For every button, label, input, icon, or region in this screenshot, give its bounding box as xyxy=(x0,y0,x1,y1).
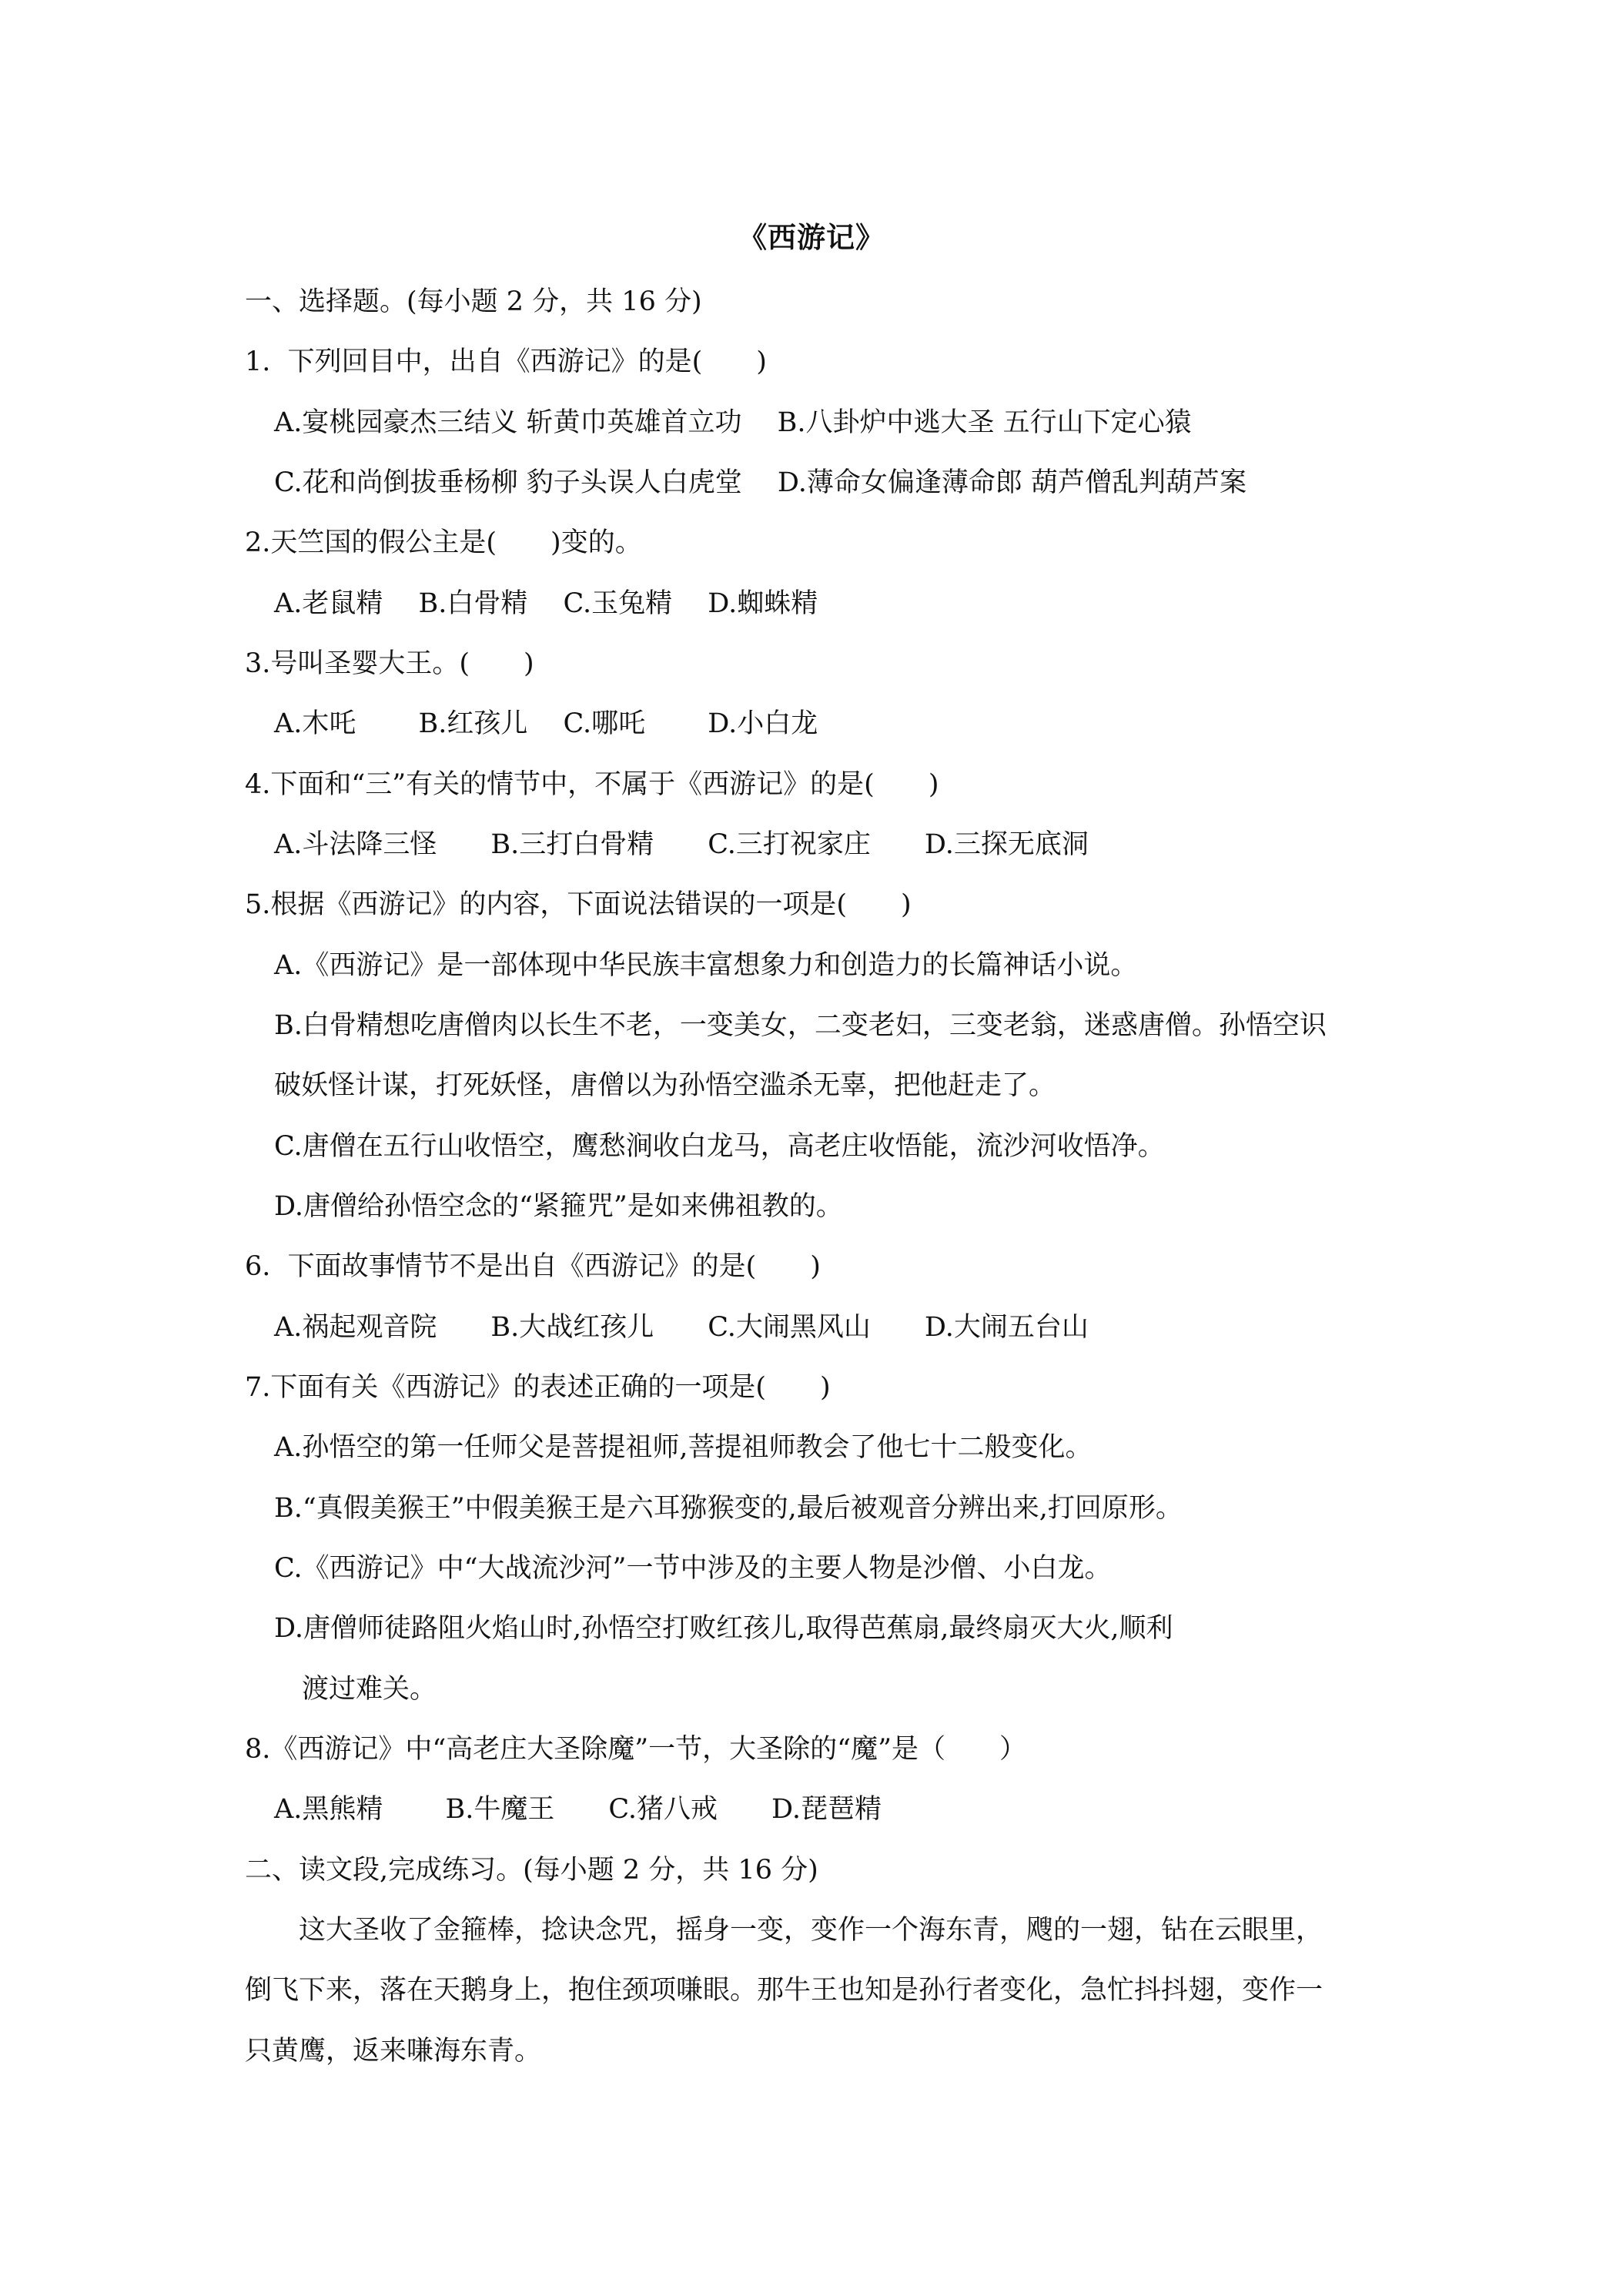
question-7-option-c: C.《西游记》中“大战流沙河”一节中涉及的主要人物是沙僧、小白龙。 xyxy=(274,1553,1112,1584)
question-8-stem: 8.《西游记》中“高老庄大圣除魔”一节，大圣除的“魔”是（ ） xyxy=(245,1734,1026,1765)
passage-line-3: 只黄鹰，返来嗛海东青。 xyxy=(245,2036,542,2067)
question-1-options-row2: C.花和尚倒拔垂杨柳 豹子头误人白虎堂 D.薄命女偏逢薄命郎 葫芦僧乱判葫芦案 xyxy=(274,467,1247,498)
question-5-option-a: A.《西游记》是一部体现中华民族丰富想象力和创造力的长篇神话小说。 xyxy=(274,950,1138,981)
passage-line-2: 倒飞下来，落在天鹅身上，抱住颈项嗛眼。那牛王也知是孙行者变化，急忙抖抖翅，变作一 xyxy=(245,1975,1323,2006)
question-4-options: A.斗法降三怪 B.三打白骨精 C.三打祝家庄 D.三探无底洞 xyxy=(274,829,1089,860)
question-7-option-d: D.唐僧师徒路阻火焰山时,孙悟空打败红孩儿,取得芭蕉扇,最终扇灭大火,顺利 xyxy=(274,1613,1173,1644)
question-5-option-b-cont: 破妖怪计谋，打死妖怪，唐僧以为孙悟空滥杀无辜，把他赶走了。 xyxy=(274,1070,1056,1101)
question-1-stem: 1. 下列回目中，出自《西游记》的是( ) xyxy=(245,346,767,377)
question-5-option-c: C.唐僧在五行山收悟空，鹰愁涧收白龙马，高老庄收悟能，流沙河收悟净。 xyxy=(274,1131,1165,1162)
question-5-stem: 5.根据《西游记》的内容，下面说法错误的一项是( ) xyxy=(245,889,912,920)
question-6-stem: 6. 下面故事情节不是出自《西游记》的是( ) xyxy=(245,1251,821,1282)
question-7-stem: 7.下面有关《西游记》的表述正确的一项是( ) xyxy=(245,1372,831,1403)
question-5-option-d: D.唐僧给孙悟空念的“紧箍咒”是如来佛祖教的。 xyxy=(274,1191,843,1222)
question-8-options: A.黑熊精 B.牛魔王 C.猪八戒 D.琵琶精 xyxy=(274,1794,882,1825)
question-2-stem: 2.天竺国的假公主是( )变的。 xyxy=(245,527,642,558)
document-title: 《西游记》 xyxy=(738,220,885,254)
question-3-stem: 3.号叫圣婴大王。( ) xyxy=(245,648,534,679)
question-4-stem: 4.下面和“三”有关的情节中，不属于《西游记》的是( ) xyxy=(245,769,939,800)
question-1-options-row1: A.宴桃园豪杰三结义 斩黄巾英雄首立功 B.八卦炉中逃大圣 五行山下定心猿 xyxy=(274,407,1192,438)
question-3-options: A.木吒 B.红孩儿 C.哪吒 D.小白龙 xyxy=(274,708,818,739)
section-heading-reading: 二、读文段,完成练习。(每小题 2 分，共 16 分) xyxy=(245,1855,818,1886)
question-7-option-a: A.孙悟空的第一任师父是菩提祖师,菩提祖师教会了他七十二般变化。 xyxy=(274,1432,1093,1463)
question-7-option-b: B.“真假美猴王”中假美猴王是六耳猕猴变的,最后被观音分辨出来,打回原形。 xyxy=(274,1493,1183,1524)
question-5-option-b: B.白骨精想吃唐僧肉以长生不老，一变美女，二变老妇，三变老翁，迷惑唐僧。孙悟空识 xyxy=(274,1010,1327,1041)
question-6-options: A.祸起观音院 B.大战红孩儿 C.大闹黑风山 D.大闹五台山 xyxy=(274,1312,1089,1343)
passage-line-1: 这大圣收了金箍棒，捻诀念咒，摇身一变，变作一个海东青，飕的一翅，钻在云眼里， xyxy=(245,1915,1323,1946)
section-heading-choice: 一、选择题。(每小题 2 分，共 16 分) xyxy=(245,286,702,317)
question-7-option-d-cont: 渡过难关。 xyxy=(302,1674,437,1705)
question-2-options: A.老鼠精 B.白骨精 C.玉兔精 D.蜘蛛精 xyxy=(274,588,818,619)
